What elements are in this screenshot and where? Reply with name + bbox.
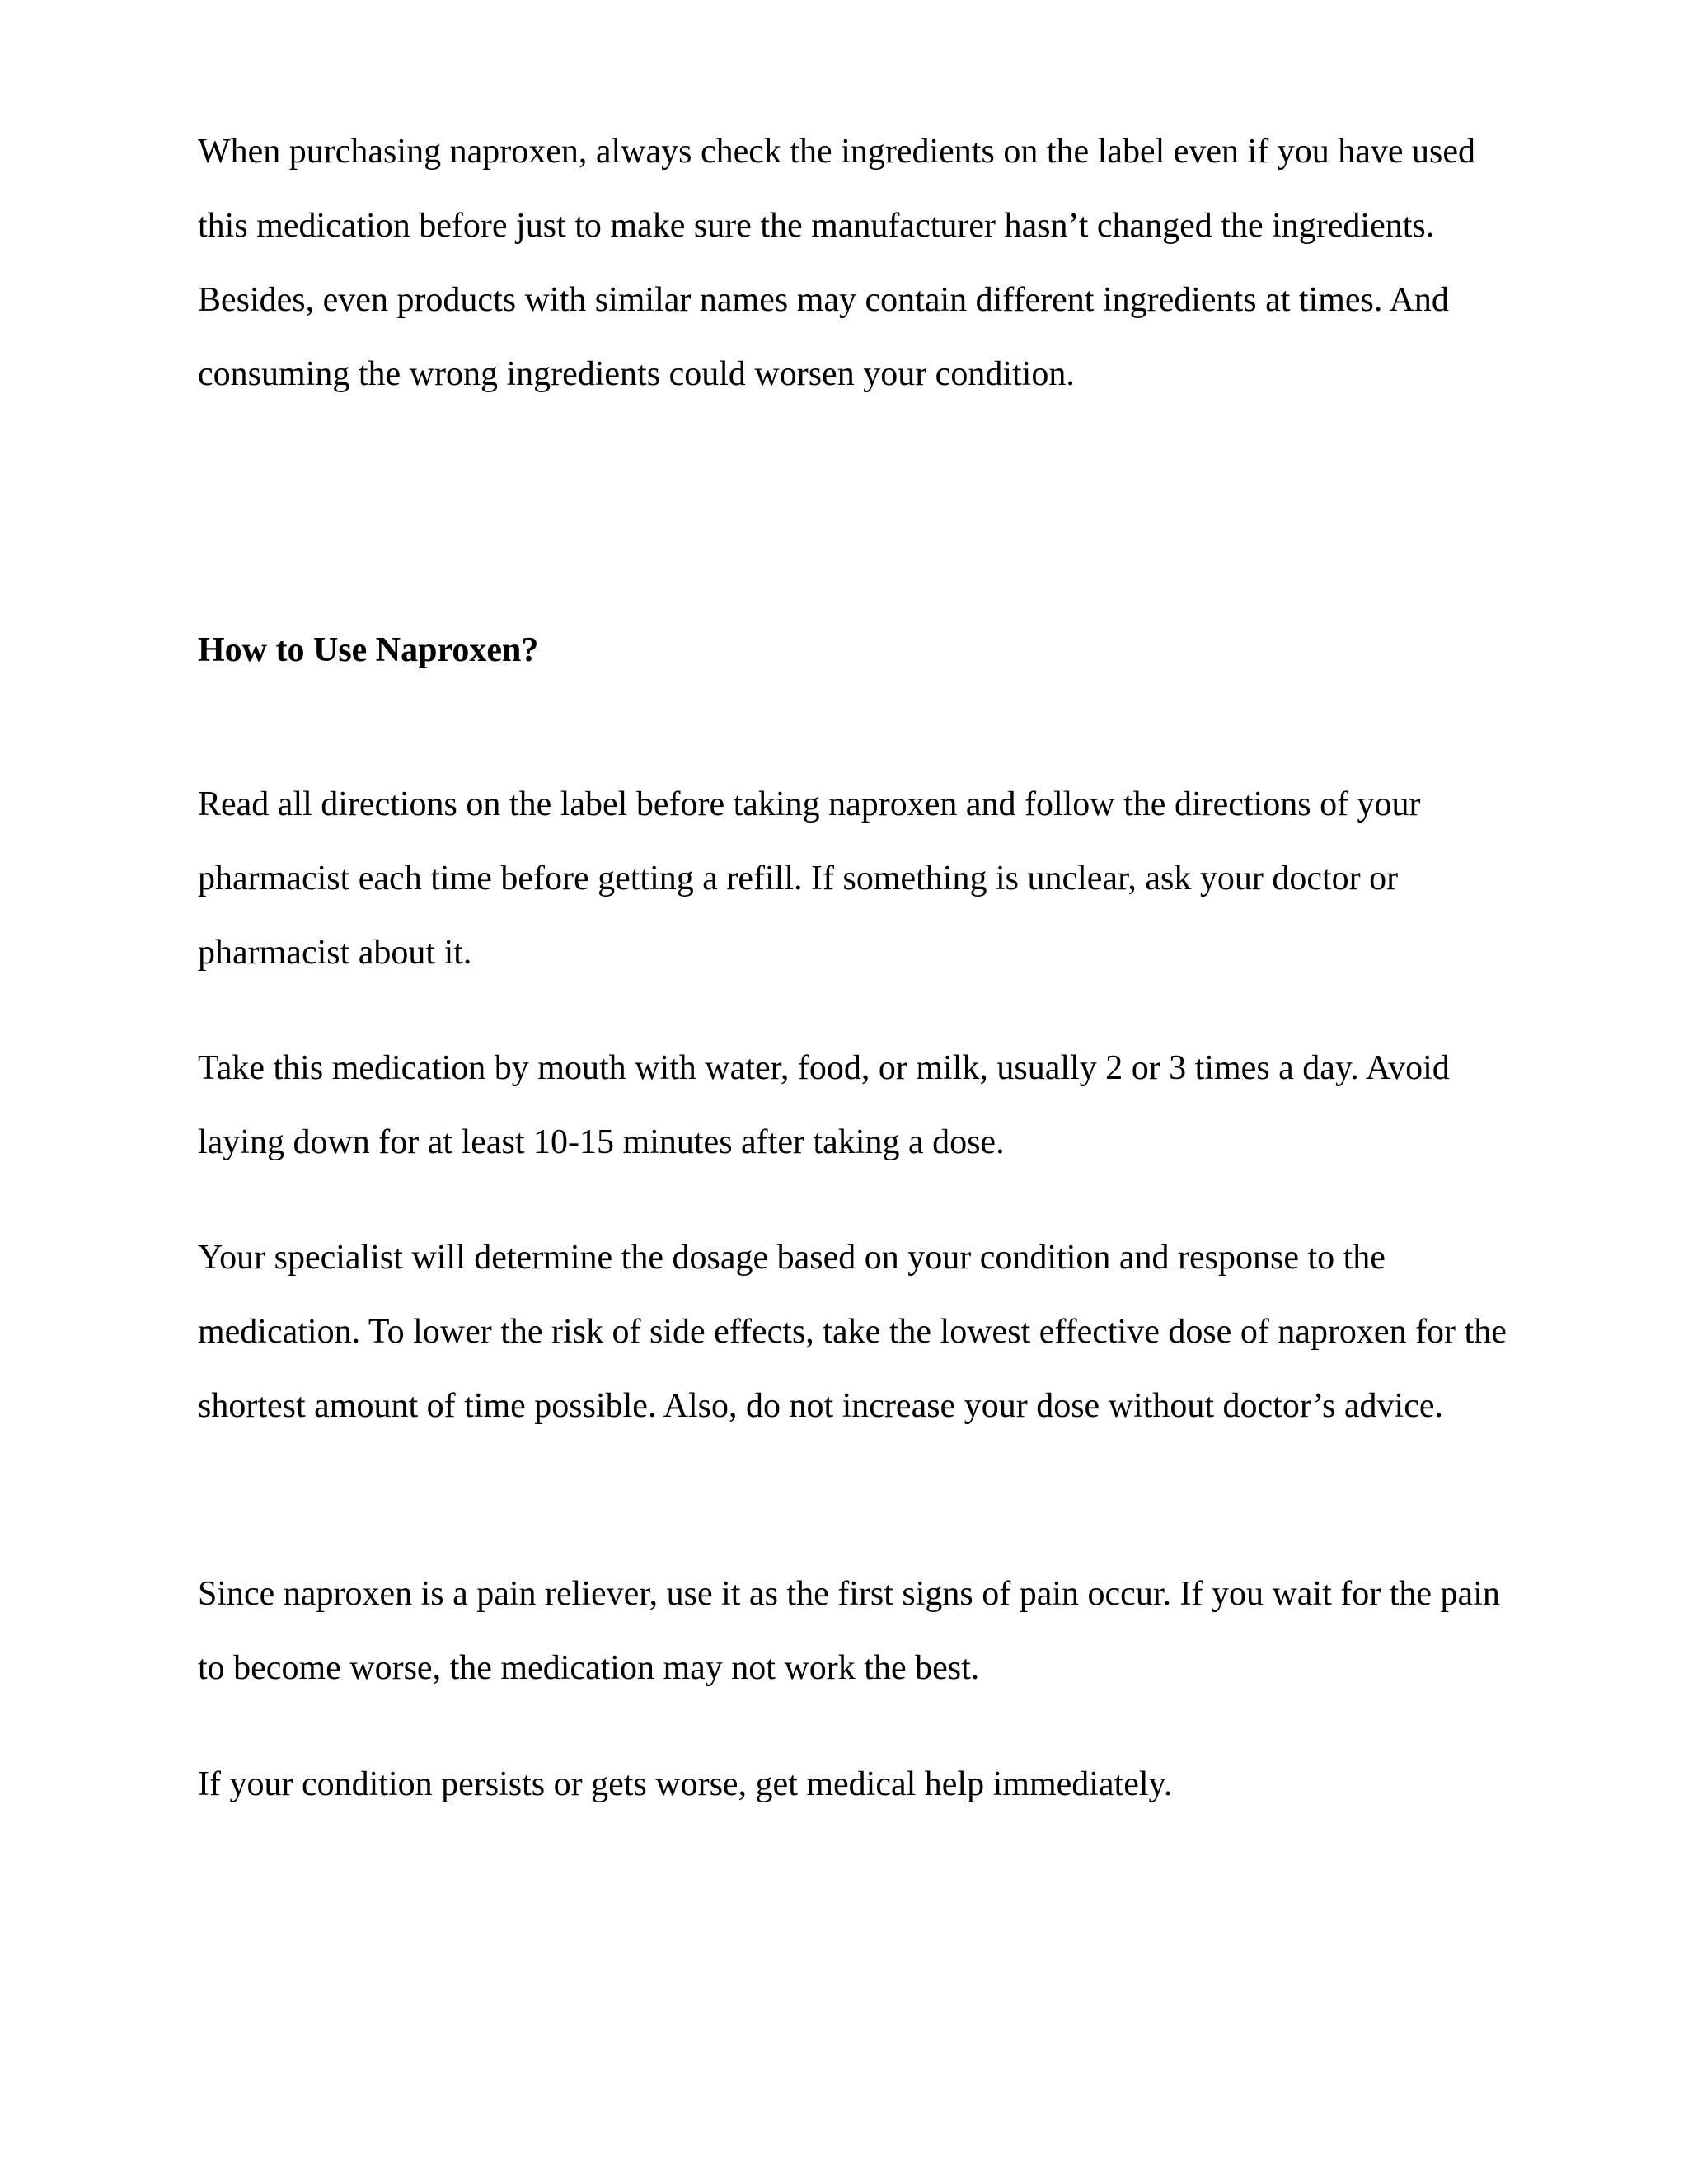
paragraph-read-directions: Read all directions on the label before taking naproxen and follow the directions of your pharmacist each time before getting a refill. If something is unclear, ask your doctor or pharmacist about it. xyxy=(198,785,1421,972)
paragraph-ingredients-check: When purchasing naproxen, always check the ingredients on the label even if you have used this medication before just to make sure the manufacturer hasn’t changed the ingredients. Besides, even products with similar names may contain different ingredients at times. And consuming the wrong ingredients could worsen your condition. xyxy=(198,133,1475,393)
paragraph-take-by-mouth: Take this medication by mouth with water, food, or milk, usually 2 or 3 times a day. Avoid laying down for at least 10-15 minutes after taking a dose. xyxy=(198,1049,1450,1161)
paragraph-pain-reliever: Since naproxen is a pain reliever, use it as the first signs of pain occur. If you wait for the pain to become worse, the medication may not work the best. xyxy=(198,1575,1500,1687)
paragraph-dosage: Your specialist will determine the dosage based on your condition and response to the medication. To lower the risk of side effects, take the lowest effective dose of naproxen for the shortest amount of time possible. Also, do not increase your dose without doctor’s advice. xyxy=(198,1239,1507,1425)
section-heading-how-to-use: How to Use Naproxen? xyxy=(198,631,539,669)
paragraph-medical-help: If your condition persists or gets worse, get medical help immediately. xyxy=(198,1765,1173,1803)
